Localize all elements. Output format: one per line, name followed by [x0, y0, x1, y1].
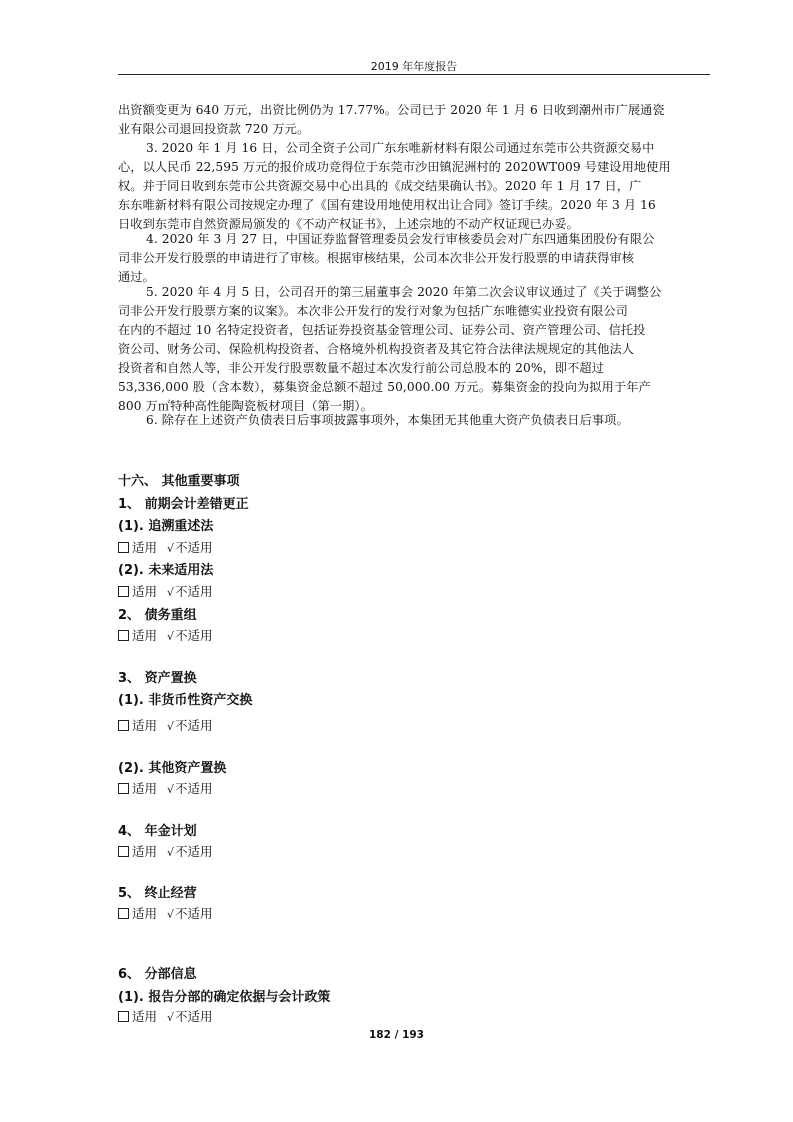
applicable-label: 适用	[132, 584, 158, 599]
check-icon: √	[167, 586, 175, 599]
not-applicable-label: 不适用	[175, 540, 213, 555]
item-heading-asset-swap: 3、 资产置换	[118, 671, 197, 686]
applicability-row	[118, 626, 213, 644]
applicable-label: 适用	[132, 844, 158, 859]
text-line: 投资者和自然人等，非公开发行股票数量不超过本次发行前公司总股本的 20%，即不超过	[118, 361, 604, 375]
text-line: 司非公开发行股票的申请进行了审核。根据审核结果，公司本次非公开发行股票的申请获得审核	[118, 251, 635, 265]
checkbox-icon	[118, 908, 129, 919]
item-heading-nonmonetary-exchange: (1). 非货币性资产交换	[118, 693, 253, 708]
applicable-label: 适用	[132, 906, 158, 921]
checkbox-icon	[118, 846, 129, 857]
check-icon: √	[167, 846, 175, 859]
applicable-label: 适用	[132, 1009, 158, 1024]
applicability-row	[118, 842, 213, 860]
section-title: 十六、 其他重要事项	[118, 474, 240, 489]
check-icon: √	[167, 630, 175, 643]
not-applicable-label: 不适用	[175, 1009, 213, 1024]
not-applicable-label: 不适用	[175, 781, 213, 796]
header-divider	[118, 74, 710, 75]
applicability-row	[118, 538, 213, 556]
item-heading-retrospective: (1). 追溯重述法	[118, 519, 214, 534]
check-icon: √	[167, 720, 175, 733]
applicability-row	[118, 1007, 213, 1025]
check-icon: √	[167, 1011, 175, 1024]
item-heading-prior-error: 1、 前期会计差错更正	[118, 497, 249, 512]
not-applicable-label: 不适用	[175, 584, 213, 599]
checkbox-icon	[118, 1011, 129, 1022]
not-applicable-label: 不适用	[175, 844, 213, 859]
text-line: 在内的不超过 10 名特定投资者，包括证券投资基金管理公司、证券公司、资产管理公司、信托投	[118, 323, 646, 337]
item-heading-prospective: (2). 未来适用法	[118, 563, 214, 578]
item-heading-other-asset-swap: (2). 其他资产置换	[118, 761, 227, 776]
paragraph-item-4	[118, 230, 710, 287]
applicability-row	[118, 716, 213, 734]
text-line: 司非公开发行股票方案的议案》。本次非公开发行的发行对象为包括广东唯德实业投资有限公司	[118, 304, 628, 318]
text-line: 6. 除存在上述资产负债表日后事项披露事项外，本集团无其他重大资产负债表日后事项。	[146, 413, 629, 427]
text-line: 日收到东莞市自然资源局颁发的《不动产权证书》，上述宗地的不动产权证现已办妥。	[118, 217, 579, 231]
applicability-row	[118, 582, 213, 600]
paragraph-continuation	[118, 101, 710, 139]
text-line: 800 万㎡特种高性能陶瓷板材项目（第一期）。	[118, 399, 373, 413]
paragraph-item-3	[118, 139, 710, 234]
item-heading-discontinued-operations: 5、 终止经营	[118, 886, 197, 901]
text-line: 东东唯新材料有限公司按规定办理了《国有建设用地使用权出让合同》签订手续。2020 年 3 月 16	[118, 198, 656, 212]
paragraph-item-5	[118, 283, 710, 416]
applicable-label: 适用	[132, 540, 158, 555]
checkbox-icon	[118, 720, 129, 731]
applicable-label: 适用	[132, 628, 158, 643]
item-heading-segment-info: 6、 分部信息	[118, 967, 197, 982]
text-line: 业有限公司退回投资款 720 万元。	[118, 122, 310, 136]
text-line: 权。并于同日收到东莞市公共资源交易中心出具的《成交结果确认书》。2020 年 1 月 17 日，广	[118, 179, 642, 193]
text-line: 心，以人民币 22,595 万元的报价成功竞得位于东莞市沙田镇泥洲村的 2020WT009 号建设用地使用	[118, 160, 671, 174]
text-line: 通过。	[118, 270, 155, 284]
item-heading-segment-basis: (1). 报告分部的确定依据与会计政策	[118, 990, 331, 1005]
text-line: 3. 2020 年 1 月 16 日，公司全资子公司广东东唯新材料有限公司通过东莞市公共资源交易中	[146, 141, 655, 155]
checkbox-icon	[118, 542, 129, 553]
page-number: 182 / 193	[369, 1029, 424, 1041]
text-line: 出资额变更为 640 万元，出资比例仍为 17.77%。公司已于 2020 年 1 月 6 日收到潮州市广展通瓷	[118, 103, 665, 117]
text-line: 5. 2020 年 4 月 5 日，公司召开的第三届董事会 2020 年第二次会议审议通过了《关于调整公	[146, 285, 662, 299]
checkbox-icon	[118, 783, 129, 794]
not-applicable-label: 不适用	[175, 628, 213, 643]
text-line: 53,336,000 股（含本数），募集资金总额不超过 50,000.00 万元。募集资金的投向为拟用于年产	[118, 380, 651, 394]
applicable-label: 适用	[132, 781, 158, 796]
item-heading-debt-restructuring: 2、 债务重组	[118, 608, 197, 623]
applicability-row	[118, 904, 213, 922]
not-applicable-label: 不适用	[175, 906, 213, 921]
applicable-label: 适用	[132, 718, 158, 733]
check-icon: √	[167, 783, 175, 796]
applicability-row	[118, 779, 213, 797]
text-line: 资公司、财务公司、保险机构投资者、合格境外机构投资者及其它符合法律法规规定的其他法人	[118, 342, 635, 356]
not-applicable-label: 不适用	[175, 718, 213, 733]
check-icon: √	[167, 542, 175, 555]
paragraph-item-6	[118, 411, 710, 430]
checkbox-icon	[118, 586, 129, 597]
check-icon: √	[167, 908, 175, 921]
item-heading-annuity-plan: 4、 年金计划	[118, 824, 197, 839]
checkbox-icon	[118, 630, 129, 641]
report-header-title: 2019 年年度报告	[370, 60, 458, 73]
text-line: 4. 2020 年 3 月 27 日，中国证券监督管理委员会发行审核委员会对广东四通集团股份有限公	[146, 232, 655, 246]
